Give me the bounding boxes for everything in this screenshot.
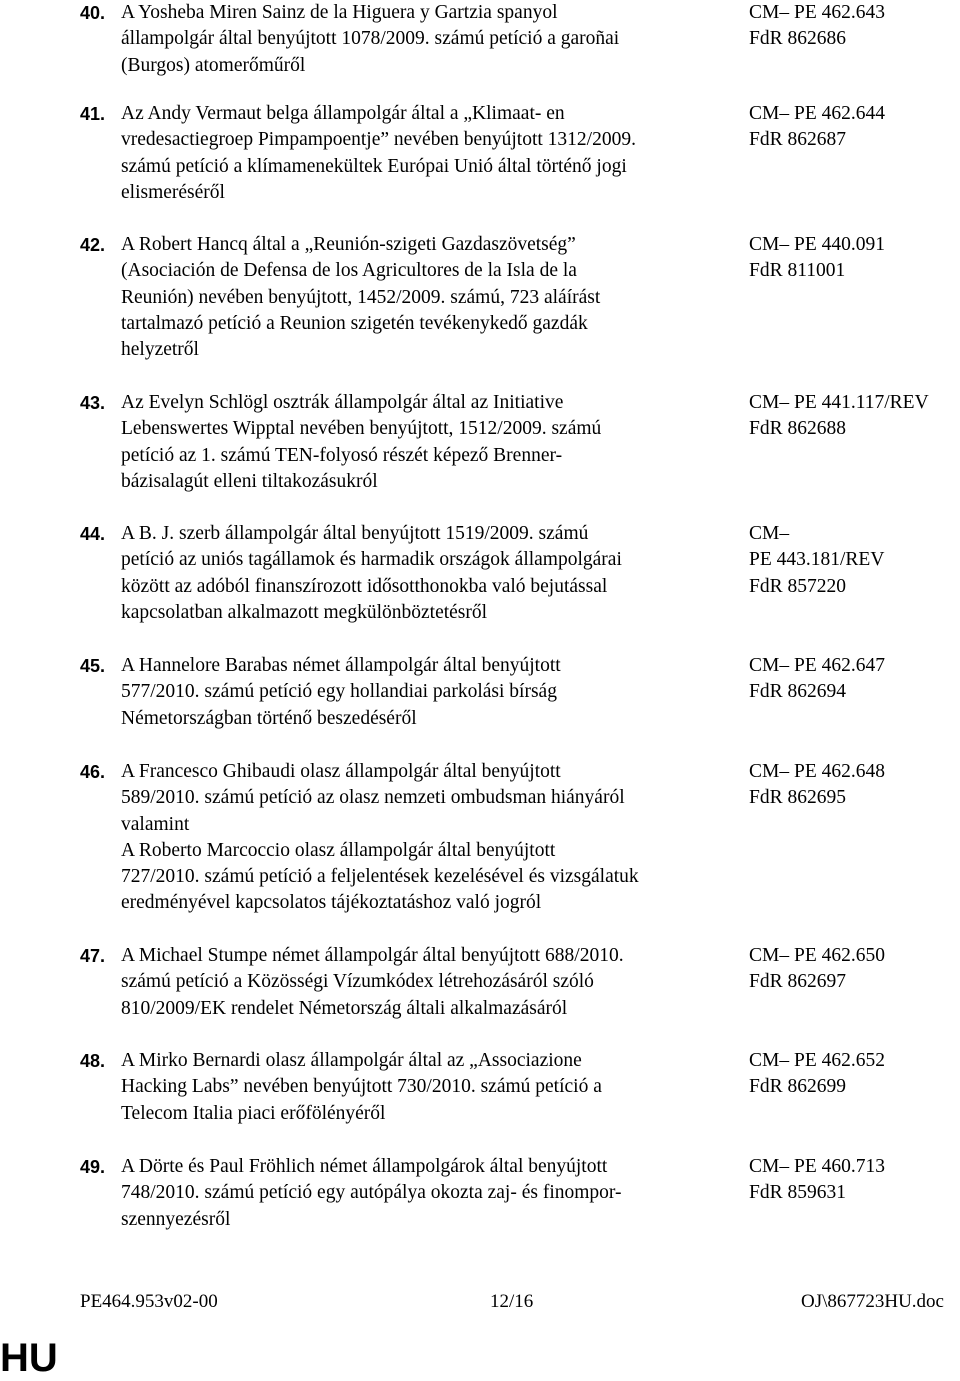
- item-number: 47.: [80, 946, 106, 966]
- page-number: 12/16: [490, 1291, 534, 1312]
- item-text: A Hannelore Barabas német állampolgár által benyújtott 577/2010. számú petíció egy hollandiai parkolási bírság Németországban történő beszedéséről: [121, 655, 561, 729]
- item-reference: CM– PE 443.181/REV FdR 857220: [749, 523, 885, 597]
- item-number: 45.: [80, 656, 106, 676]
- item-number: 43.: [80, 393, 106, 413]
- item-reference: CM– PE 440.091 FdR 811001: [749, 234, 885, 282]
- language-code: HU: [0, 1336, 58, 1380]
- item-reference: CM– PE 460.713 FdR 859631: [749, 1156, 885, 1204]
- item-reference: CM– PE 462.647 FdR 862694: [749, 655, 885, 703]
- item-number: 40.: [80, 3, 106, 23]
- item-text: A Francesco Ghibaudi olasz állampolgár által benyújtott 589/2010. számú petíció az olasz nemzeti ombudsman hiányáról valamint A Roberto Marcoccio olasz állampolgár által benyújtott 727/2010. számú petíció a feljelentések kezelésével és vizsgálatuk eredményével kapcsolatos tájékoztatáshoz való jogról: [121, 761, 639, 914]
- item-reference: CM– PE 441.117/REV FdR 862688: [749, 392, 929, 440]
- item-text: A Michael Stumpe német állampolgár által benyújtott 688/2010. számú petíció a Közösségi Vízumkódex létrehozásáról szóló 810/2009/EK rendelet Németország általi alkalmazásáról: [121, 945, 624, 1019]
- item-text: Az Evelyn Schlögl osztrák állampolgár által az Initiative Lebenswertes Wipptal nevében benyújtott, 1512/2009. számú petíció az 1. számú TEN-folyosó részét képező Brenner- bázisalagút elleni tiltakozásukról: [121, 392, 602, 492]
- item-text: A Mirko Bernardi olasz állampolgár által az „Associazione Hacking Labs” nevében benyújtott 730/2010. számú petíció a Telecom Italia piaci erőfölényéről: [121, 1050, 602, 1124]
- item-reference: CM– PE 462.643 FdR 862686: [749, 2, 885, 50]
- item-number: 44.: [80, 524, 106, 544]
- item-text: A Yosheba Miren Sainz de la Higuera y Gartzia spanyol állampolgár által benyújtott 1078/2009. számú petíció a garoñai (Burgos) atomerőműről: [121, 2, 620, 76]
- item-reference: CM– PE 462.644 FdR 862687: [749, 103, 885, 151]
- item-number: 48.: [80, 1051, 106, 1071]
- document-reference: PE464.953v02-00: [80, 1291, 218, 1312]
- item-text: Az Andy Vermaut belga állampolgár által a „Klimaat- en vredesactiegroep Pimpampoentje” nevében benyújtott 1312/2009. számú petíció a klímamenekültek Európai Unió által történő jogi elismeréséről: [121, 103, 636, 203]
- file-name: OJ\867723HU.doc: [800, 1291, 944, 1312]
- item-number: 42.: [80, 235, 106, 255]
- item-text: A Dörte és Paul Fröhlich német állampolgárok által benyújtott 748/2010. számú petíció egy autópálya okozta zaj- és finompor- szennyezésről: [121, 1156, 622, 1230]
- item-text: A B. J. szerb állampolgár által benyújtott 1519/2009. számú petíció az uniós tagállamok és harmadik országok állampolgárai között az adóból finanszírozott idősotthonokba való bejutással kapcsolatban alkalmazott megkülönböztetésről: [121, 523, 622, 623]
- item-text: A Robert Hancq által a „Reunión-szigeti Gazdaszövetség” (Asociación de Defensa de los Agricultores de la Isla de la Reunión) nevében benyújtott, 1452/2009. számú, 723 aláírást tartalmazó petíció a Reunion szigetén tevékenykedő gazdák helyzetről: [121, 234, 601, 361]
- item-number: 46.: [80, 762, 106, 782]
- item-reference: CM– PE 462.650 FdR 862697: [749, 945, 885, 993]
- item-number: 41.: [80, 104, 106, 124]
- item-reference: CM– PE 462.648 FdR 862695: [749, 761, 885, 809]
- item-reference: CM– PE 462.652 FdR 862699: [749, 1050, 885, 1098]
- item-number: 49.: [80, 1157, 106, 1177]
